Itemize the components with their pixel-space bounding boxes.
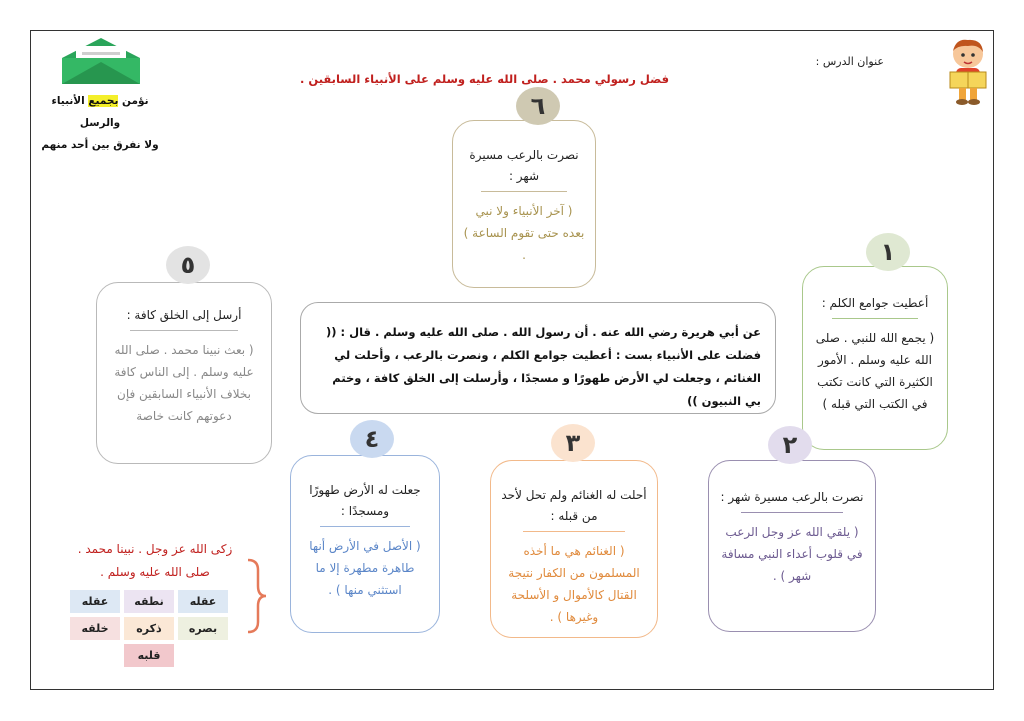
card-3-body: ( الغنائم هي ما أخذه المسلمون من الكفار نتيجة القتال كالأموال و الأسلحة وغيرها ) .	[508, 544, 640, 624]
badge-6: ٦	[516, 87, 560, 125]
card-3-divider	[523, 531, 625, 532]
quality-chip: قلبه	[124, 644, 174, 667]
quality-chip: خلقه	[70, 617, 120, 640]
card-3	[490, 460, 658, 638]
slogan-line-2: ولا نفرق بين أحد منهم	[41, 139, 159, 151]
card-6-divider	[481, 191, 566, 192]
card-1	[802, 266, 948, 450]
curly-brace-icon	[244, 558, 268, 634]
card-2-title: نصرت بالرعب مسيرة شهر :	[720, 490, 864, 504]
card-1-body: ( يجمع الله للنبي . صلى الله عليه وسلم . الأمور الكثيرة التي كانت تكتب في الكتب التي قبله )	[815, 331, 935, 411]
card-6-title: نصرت بالرعب مسيرة شهر :	[469, 148, 579, 183]
slogan-text: الأنبياء والرسل	[51, 95, 121, 129]
card-5-body: ( بعث نبينا محمد . صلى الله عليه وسلم . إلى الناس كافة بخلاف الأنبياء السابقين فإن دعوتهم كانت خاصة	[114, 343, 254, 423]
boy-reading-icon	[944, 36, 992, 108]
card-2	[708, 460, 876, 632]
lesson-title: فضل رسولي محمد . صلى الله عليه وسلم على الأنبياء السابقين .	[299, 72, 669, 86]
qualities-text: زكى الله عز وجل . نبينا محمد . صلى الله عليه وسلم .	[77, 542, 233, 579]
card-2-divider	[741, 512, 843, 513]
lesson-label: عنوان الدرس :	[815, 55, 884, 68]
card-6	[452, 120, 596, 288]
slogan-line-1	[38, 90, 162, 134]
quality-chip: نطقه	[124, 590, 174, 613]
card-5-title: أرسل إلى الخلق كافة :	[126, 308, 242, 322]
card-6-body: ( آخر الأنبياء ولا نبي بعده حتى تقوم الساعة ) .	[463, 204, 585, 262]
card-4	[290, 455, 440, 633]
card-1-title: أعطيت جوامع الكلم :	[821, 296, 929, 310]
badge-3: ٣	[551, 424, 595, 462]
hadith-box: عن أبي هريرة رضي الله عنه . أن رسول الله . صلى الله عليه وسلم . قال : (( فضلت على الأنبياء بست : أعطيت جوامع الكلم ، ونصرت بالرعب ، وأحلت لي الغنائم ، وجعلت لي الأرض طهورًا و مسجدًا ، وأرسلت إلى الخلق كافة ، وختم بي النبيون ))	[300, 302, 776, 414]
slogan-highlight: بجميع	[88, 95, 119, 107]
card-5	[96, 282, 272, 464]
card-4-divider	[320, 526, 410, 527]
slogan-text: نؤمن	[118, 95, 149, 107]
card-5-divider	[130, 330, 238, 331]
card-4-body: ( الأصل في الأرض أنها طاهرة مطهرة إلا ما استثني منها ) .	[309, 539, 421, 597]
card-3-title: أحلت له الغنائم ولم تحل لأحد من قبله :	[501, 488, 647, 523]
envelope-icon	[60, 38, 142, 86]
card-2-body: ( يلقي الله عز وجل الرعب في قلوب أعداء النبي مسافة شهر ) .	[721, 525, 863, 583]
badge-4: ٤	[350, 420, 394, 458]
slogan	[38, 90, 162, 156]
quality-chip: ذكره	[124, 617, 174, 640]
card-4-title: جعلت له الأرض طهورًا ومسجدًا :	[309, 483, 421, 518]
badge-2: ٢	[768, 426, 812, 464]
quality-chip: عقله	[70, 590, 120, 613]
quality-chip: بصره	[178, 617, 228, 640]
card-1-divider	[832, 318, 919, 319]
badge-1: ١	[866, 233, 910, 271]
quality-chip: عقله	[178, 590, 228, 613]
badge-5: ٥	[166, 246, 210, 284]
